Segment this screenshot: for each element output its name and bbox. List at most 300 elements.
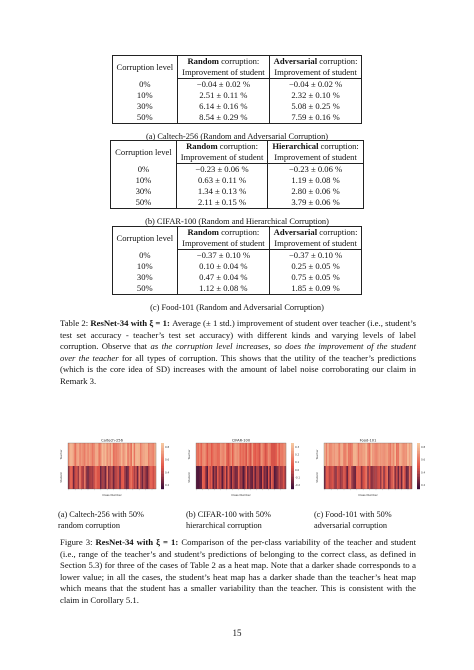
- heatmap-cell-teacher: [255, 443, 257, 466]
- heatmap-cell-student: [362, 466, 364, 489]
- heatmap-cell-teacher: [79, 443, 81, 466]
- heatmap-cell-student: [95, 466, 97, 489]
- heatmap-cell-student: [324, 466, 326, 489]
- colorbar-segment: [161, 475, 164, 477]
- colorbar-segment: [161, 469, 164, 471]
- subcaption-b: (b) CIFAR-100 with 50% hierarchical corruption: [186, 510, 271, 530]
- heatmap-cell-teacher: [118, 443, 120, 466]
- heatmap-cell-teacher: [151, 443, 153, 466]
- heatmap-cell-teacher: [394, 443, 396, 466]
- heatmap-cell-student: [121, 466, 123, 489]
- heatmap-cell-teacher: [116, 443, 118, 466]
- heatmap-cell-teacher: [356, 443, 358, 466]
- heatmap-cell-teacher: [359, 443, 361, 466]
- colorbar-segment: [161, 446, 164, 448]
- table-header-corruption-level: Corruption level: [111, 141, 177, 164]
- heatmap-cell-student: [383, 466, 385, 489]
- heatmap-cell-student: [103, 466, 105, 489]
- heatmap-cell-teacher: [354, 443, 356, 466]
- table-row: 30% 1.34 ± 0.13 % 2.80 ± 0.06 %: [111, 186, 364, 197]
- table-header-random: Random: [187, 56, 219, 66]
- heatmap-cell-student: [199, 466, 201, 489]
- heatmap-cell-student: [134, 466, 136, 489]
- colorbar-segment: [161, 472, 164, 474]
- table-row: 0% −0.37 ± 0.10 % −0.37 ± 0.10 %: [112, 250, 362, 262]
- table-header-random: Random: [187, 227, 219, 237]
- table-a-block: [0, 55, 474, 141]
- heatmap-cell-teacher: [343, 443, 345, 466]
- table-header-corruption-level: Corruption level: [112, 227, 178, 250]
- heatmap-cell-teacher: [330, 443, 332, 466]
- heatmap-cell-student: [90, 466, 92, 489]
- heatmap-cell-student: [354, 466, 356, 489]
- heatmap-cell-teacher: [140, 443, 142, 466]
- heatmap-cell-teacher: [78, 443, 80, 466]
- table-subheader: Improvement of student: [178, 238, 270, 250]
- colorbar-segment: [417, 481, 420, 483]
- heatmap-cell-teacher: [143, 443, 145, 466]
- heatmap-cell-teacher: [243, 443, 245, 466]
- heatmap-cell-teacher: [385, 443, 387, 466]
- colorbar-segment: [161, 483, 164, 485]
- heatmap-cell-student: [238, 466, 240, 489]
- heatmap-cell-student: [334, 466, 336, 489]
- heatmap-cell-student: [391, 466, 393, 489]
- heatmap-cell-student: [398, 466, 400, 489]
- heatmap-cell-teacher: [337, 443, 339, 466]
- colorbar-segment: [291, 477, 294, 479]
- heatmap-cell-student: [87, 466, 89, 489]
- heatmap-cell-student: [102, 466, 104, 489]
- heatmap-cell-student: [113, 466, 115, 489]
- heatmap-cell-student: [235, 466, 237, 489]
- heatmap-cell-teacher: [111, 443, 113, 466]
- heatmap-cell-student: [246, 466, 248, 489]
- heatmap-cell-student: [267, 466, 269, 489]
- heatmap-cell-teacher: [391, 443, 393, 466]
- heatmap-cell-student: [356, 466, 358, 489]
- colorbar-segment: [291, 448, 294, 450]
- heatmap-cell-student: [330, 466, 332, 489]
- heatmap-cell-teacher: [92, 443, 94, 466]
- heatmap-cell-student: [382, 466, 384, 489]
- heatmap-cell-teacher: [74, 443, 76, 466]
- heatmap-cell-teacher: [73, 443, 75, 466]
- heatmap-cell-student: [122, 466, 124, 489]
- heatmap-cell-student: [264, 466, 266, 489]
- heatmap-cell-teacher: [76, 443, 78, 466]
- heatmap-cell-student: [98, 466, 100, 489]
- colorbar-tick-label: 0.2: [295, 453, 300, 457]
- heatmap-cell-student: [148, 466, 150, 489]
- heatmap-cell-student: [223, 466, 225, 489]
- colorbar-segment: [417, 449, 420, 451]
- colorbar-segment: [417, 458, 420, 460]
- heatmap-cell-teacher: [377, 443, 379, 466]
- heatmap-cell-teacher: [378, 443, 380, 466]
- colorbar-segment: [161, 474, 164, 476]
- heatmap-cell-student: [273, 466, 275, 489]
- results-table-a: Corruption level Random corruption: Adversarial corruption: Improvement of student Improvement of student 0% −0.04 ± 0.02 % −0.04 ± 0.02 % 10% 2.51 ± 0.11 % 2.32 ± 0.10 % 30% 6.14 ± 0.16 % 5.08 ± 0.25 % 50% 8.54 ± 0.29 % 7.59 ± 0.16 %: [112, 55, 363, 124]
- colorbar-segment: [417, 471, 420, 473]
- heatmap-cell-student: [271, 466, 273, 489]
- heatmap-cell-teacher: [258, 443, 260, 466]
- heatmap-cell-student: [89, 466, 91, 489]
- colorbar-segment: [161, 443, 164, 445]
- heatmap-cell-student: [327, 466, 329, 489]
- heatmap-cell-student: [198, 466, 200, 489]
- heatmap-cell-teacher: [196, 443, 198, 466]
- heatmap-cell-student: [132, 466, 134, 489]
- heatmap-cell-teacher: [240, 443, 242, 466]
- heatmap-xlabel: Class Number: [358, 493, 378, 497]
- heatmap-cell-student: [202, 466, 204, 489]
- heatmap-cell-teacher: [231, 443, 233, 466]
- heatmap-cell-teacher: [103, 443, 105, 466]
- heatmap-ylabel-teacher: Teacher: [60, 449, 63, 460]
- heatmap-cell-teacher: [105, 443, 107, 466]
- heatmap-cell-student: [210, 466, 212, 489]
- heatmap-cell-teacher: [201, 443, 203, 466]
- colorbar-segment: [291, 463, 294, 465]
- heatmap-cell-student: [137, 466, 139, 489]
- heatmap-cell-student: [220, 466, 222, 489]
- heatmap-cell-teacher: [250, 443, 252, 466]
- heatmap-cell-teacher: [97, 443, 99, 466]
- heatmap-cell-teacher: [261, 443, 263, 466]
- heatmap-cell-teacher: [398, 443, 400, 466]
- colorbar-segment: [291, 478, 294, 480]
- heatmap-cell-teacher: [350, 443, 352, 466]
- heatmap-xlabel: Class Number: [231, 493, 251, 497]
- heatmap-cell-teacher: [199, 443, 201, 466]
- heatmap-cell-teacher: [382, 443, 384, 466]
- heatmap-cell-student: [279, 466, 281, 489]
- heatmap-cell-teacher: [68, 443, 70, 466]
- heatmap-cell-student: [119, 466, 121, 489]
- heatmap-cell-teacher: [244, 443, 246, 466]
- colorbar-segment: [161, 464, 164, 466]
- table-subheader: Improvement of student: [269, 67, 362, 79]
- table-caption-b: (b) CIFAR-100 (Random and Hierarchical Corruption): [145, 217, 329, 226]
- heatmap-cell-teacher: [380, 443, 382, 466]
- heatmap-cell-teacher: [229, 443, 231, 466]
- heatmap-cell-teacher: [217, 443, 219, 466]
- heatmap-cell-teacher: [102, 443, 104, 466]
- heatmap-cell-student: [73, 466, 75, 489]
- colorbar-segment: [161, 481, 164, 483]
- heatmap-cell-student: [332, 466, 334, 489]
- heatmap-cell-teacher: [129, 443, 131, 466]
- heatmap-cell-teacher: [335, 443, 337, 466]
- heatmap-cell-student: [145, 466, 147, 489]
- heatmap-cell-teacher: [113, 443, 115, 466]
- heatmap-cell-student: [232, 466, 234, 489]
- heatmap-cell-teacher: [345, 443, 347, 466]
- heatmap-cell-student: [228, 466, 230, 489]
- colorbar-tick-label: 0.6: [165, 458, 170, 462]
- heatmap-cell-teacher: [383, 443, 385, 466]
- heatmap-cell-student: [142, 466, 144, 489]
- heatmap-cell-teacher: [98, 443, 100, 466]
- heatmap-cell-teacher: [324, 443, 326, 466]
- heatmap-cell-teacher: [127, 443, 129, 466]
- heatmap-cell-student: [258, 466, 260, 489]
- heatmap-cell-teacher: [150, 443, 152, 466]
- colorbar-segment: [161, 471, 164, 473]
- colorbar-tick-label: 0.2: [165, 484, 170, 487]
- heatmap-cell-teacher: [108, 443, 110, 466]
- heatmap-cell-student: [343, 466, 345, 489]
- colorbar-segment: [161, 449, 164, 451]
- colorbar-segment: [417, 477, 420, 479]
- heatmap-cell-teacher: [332, 443, 334, 466]
- table-subheader: Improvement of student: [269, 238, 362, 250]
- heatmap-cell-teacher: [247, 443, 249, 466]
- heatmap-cell-student: [231, 466, 233, 489]
- table-header-hierarchical: Hierarchical: [272, 141, 319, 151]
- heatmap-cell-teacher: [270, 443, 272, 466]
- colorbar-tick-label: 0.3: [295, 446, 300, 449]
- colorbar-segment: [291, 475, 294, 477]
- colorbar-segment: [291, 445, 294, 447]
- heatmap-cell-teacher: [409, 443, 411, 466]
- table-c-block: [0, 226, 474, 312]
- heatmap-figure-b: [186, 437, 306, 503]
- heatmap-cell-student: [374, 466, 376, 489]
- table-row: 0% −0.23 ± 0.06 % −0.23 ± 0.06 %: [111, 164, 364, 176]
- heatmap-cell-teacher: [280, 443, 282, 466]
- heatmap-cell-teacher: [327, 443, 329, 466]
- heatmap-cell-teacher: [358, 443, 360, 466]
- colorbar-segment: [161, 452, 164, 454]
- table-row: 50% 1.12 ± 0.08 % 1.85 ± 0.09 %: [112, 283, 362, 295]
- heatmap-xlabel: Class Number: [102, 493, 122, 497]
- colorbar-tick-label: 0.1: [295, 461, 300, 465]
- heatmap-cell-student: [105, 466, 107, 489]
- heatmap-cell-teacher: [134, 443, 136, 466]
- heatmap-cell-student: [401, 466, 403, 489]
- heatmap-cell-student: [97, 466, 99, 489]
- heatmap-cell-student: [342, 466, 344, 489]
- heatmap-cell-teacher: [94, 443, 96, 466]
- heatmap-cell-student: [388, 466, 390, 489]
- heatmap-cell-teacher: [202, 443, 204, 466]
- heatmap-cell-teacher: [329, 443, 331, 466]
- heatmap-cell-student: [359, 466, 361, 489]
- colorbar-segment: [417, 452, 420, 454]
- heatmap-cell-teacher: [364, 443, 366, 466]
- heatmap-cell-student: [100, 466, 102, 489]
- heatmap-cell-teacher: [211, 443, 213, 466]
- results-table-c: Corruption level Random corruption: Adversarial corruption: Improvement of student Improvement of student 0% −0.37 ± 0.10 % −0.37 ± 0.10 % 10% 0.10 ± 0.04 % 0.25 ± 0.05 % 30% 0.47 ± 0.04 % 0.75 ± 0.05 % 50% 1.12 ± 0.08 % 1.85 ± 0.09 %: [112, 226, 363, 295]
- heatmap-cell-teacher: [282, 443, 284, 466]
- heatmap-cell-teacher: [326, 443, 328, 466]
- colorbar-segment: [291, 457, 294, 459]
- table-row: 30% 6.14 ± 0.16 % 5.08 ± 0.25 %: [112, 101, 362, 112]
- colorbar-segment: [291, 443, 294, 445]
- heatmap-cell-student: [84, 466, 86, 489]
- heatmap-cell-student: [219, 466, 221, 489]
- colorbar-segment: [417, 455, 420, 457]
- table-header-adversarial: Adversarial: [273, 56, 318, 66]
- heatmap-cell-student: [406, 466, 408, 489]
- heatmap-cell-student: [76, 466, 78, 489]
- table-caption-a: (a) Caltech-256 (Random and Adversarial Corruption): [145, 132, 329, 141]
- heatmap-cell-student: [86, 466, 88, 489]
- heatmap-cell-teacher: [81, 443, 83, 466]
- colorbar-segment: [161, 445, 164, 447]
- heatmap-cell-teacher: [407, 443, 409, 466]
- colorbar-tick-label: 0.4: [165, 471, 170, 475]
- heatmap-cell-teacher: [401, 443, 403, 466]
- heatmap-cell-student: [276, 466, 278, 489]
- heatmap-cell-teacher: [126, 443, 128, 466]
- heatmap-cell-teacher: [268, 443, 270, 466]
- table-row: 10% 0.63 ± 0.11 % 1.19 ± 0.08 %: [111, 175, 364, 186]
- heatmap-cell-teacher: [216, 443, 218, 466]
- heatmap-cell-student: [262, 466, 264, 489]
- heatmap-cell-teacher: [119, 443, 121, 466]
- table-subheader: Improvement of student: [176, 152, 268, 164]
- colorbar-segment: [291, 446, 294, 448]
- heatmap-cell-student: [92, 466, 94, 489]
- colorbar-segment: [291, 455, 294, 457]
- heatmap-cell-student: [225, 466, 227, 489]
- colorbar-segment: [291, 466, 294, 468]
- heatmap-figure-c: [314, 437, 432, 503]
- heatmap-cell-teacher: [110, 443, 112, 466]
- heatmap-cell-teacher: [362, 443, 364, 466]
- colorbar-segment: [291, 458, 294, 460]
- heatmap-cell-teacher: [402, 443, 404, 466]
- heatmap-cell-student: [404, 466, 406, 489]
- heatmap-cell-student: [255, 466, 257, 489]
- heatmap-cell-teacher: [273, 443, 275, 466]
- colorbar-segment: [291, 480, 294, 482]
- heatmap-cell-teacher: [252, 443, 254, 466]
- colorbar-segment: [161, 454, 164, 456]
- heatmap-cell-student: [277, 466, 279, 489]
- heatmap-cell-student: [407, 466, 409, 489]
- colorbar-segment: [417, 478, 420, 480]
- results-table-b: Corruption level Random corruption: Hierarchical corruption: Improvement of student Improvement of student 0% −0.23 ± 0.06 % −0.23 ± 0.06 % 10% 0.63 ± 0.11 % 1.19 ± 0.08 % 30% 1.34 ± 0.13 % 2.80 ± 0.06 % 50% 2.11 ± 0.15 % 3.79 ± 0.06 %: [110, 140, 364, 209]
- heatmap-cell-student: [78, 466, 80, 489]
- heatmap-cell-teacher: [207, 443, 209, 466]
- colorbar-segment: [161, 486, 164, 488]
- heatmap-cell-student: [146, 466, 148, 489]
- heatmap-cell-student: [409, 466, 411, 489]
- table-subheader: Improvement of student: [178, 67, 270, 79]
- heatmap-cell-student: [106, 466, 108, 489]
- colorbar-segment: [291, 471, 294, 473]
- heatmap-cell-student: [94, 466, 96, 489]
- heatmap-cell-teacher: [264, 443, 266, 466]
- colorbar-tick-label: 0.8: [165, 446, 170, 449]
- heatmap-cell-teacher: [225, 443, 227, 466]
- heatmap-cell-student: [337, 466, 339, 489]
- heatmap-cell-student: [351, 466, 353, 489]
- heatmap-cell-teacher: [235, 443, 237, 466]
- colorbar-segment: [417, 487, 420, 489]
- heatmap-cell-teacher: [353, 443, 355, 466]
- colorbar-segment: [291, 468, 294, 470]
- heatmap-cell-student: [366, 466, 368, 489]
- colorbar-segment: [417, 475, 420, 477]
- heatmap-cell-student: [217, 466, 219, 489]
- colorbar-segment: [417, 472, 420, 474]
- heatmap-cell-teacher: [222, 443, 224, 466]
- heatmap-cell-teacher: [340, 443, 342, 466]
- heatmap-cell-teacher: [390, 443, 392, 466]
- heatmap-cell-student: [214, 466, 216, 489]
- heatmap-cell-teacher: [342, 443, 344, 466]
- heatmap-cell-student: [127, 466, 129, 489]
- heatmap-cell-teacher: [361, 443, 363, 466]
- table-row: 50% 8.54 ± 0.29 % 7.59 ± 0.16 %: [112, 112, 362, 124]
- heatmap-cell-teacher: [220, 443, 222, 466]
- colorbar-segment: [161, 451, 164, 453]
- heatmap-ylabel-student: Student: [60, 472, 63, 483]
- heatmap-cell-student: [358, 466, 360, 489]
- colorbar-segment: [417, 445, 420, 447]
- heatmap-cell-student: [390, 466, 392, 489]
- heatmap-cell-student: [213, 466, 215, 489]
- heatmap-cell-teacher: [276, 443, 278, 466]
- colorbar-segment: [161, 461, 164, 463]
- heatmap-cell-teacher: [145, 443, 147, 466]
- heatmap-cell-student: [256, 466, 258, 489]
- heatmap-cell-teacher: [283, 443, 285, 466]
- colorbar-segment: [417, 460, 420, 462]
- heatmap-cell-student: [222, 466, 224, 489]
- heatmap-ylabel-student: Student: [188, 472, 191, 483]
- heatmap-cell-student: [253, 466, 255, 489]
- heatmap-cell-student: [340, 466, 342, 489]
- heatmap-cell-student: [345, 466, 347, 489]
- heatmap-cell-student: [361, 466, 363, 489]
- heatmap-cell-student: [208, 466, 210, 489]
- heatmap-cifar-100: [186, 437, 306, 503]
- heatmap-cell-student: [261, 466, 263, 489]
- heatmap-cell-student: [153, 466, 155, 489]
- heatmap-cell-teacher: [351, 443, 353, 466]
- heatmap-cell-student: [130, 466, 132, 489]
- heatmap-cell-student: [402, 466, 404, 489]
- heatmap-ylabel-teacher: Teacher: [316, 449, 319, 460]
- heatmap-cell-student: [111, 466, 113, 489]
- colorbar-segment: [161, 477, 164, 479]
- heatmap-cell-student: [81, 466, 83, 489]
- heatmap-cell-student: [274, 466, 276, 489]
- heatmap-cell-student: [367, 466, 369, 489]
- colorbar-segment: [161, 468, 164, 470]
- heatmap-cell-teacher: [137, 443, 139, 466]
- table-subheader: Improvement of student: [268, 152, 363, 164]
- colorbar-tick-label: 0.8: [421, 446, 426, 449]
- colorbar-segment: [161, 484, 164, 486]
- heatmap-cell-teacher: [86, 443, 88, 466]
- table-header-adversarial: Adversarial: [273, 227, 318, 237]
- heatmap-cell-student: [270, 466, 272, 489]
- heatmap-cell-teacher: [334, 443, 336, 466]
- colorbar-segment: [417, 464, 420, 466]
- heatmap-cell-student: [216, 466, 218, 489]
- heatmap-cell-teacher: [253, 443, 255, 466]
- colorbar-segment: [161, 457, 164, 459]
- heatmap-cell-student: [386, 466, 388, 489]
- colorbar-segment: [417, 474, 420, 476]
